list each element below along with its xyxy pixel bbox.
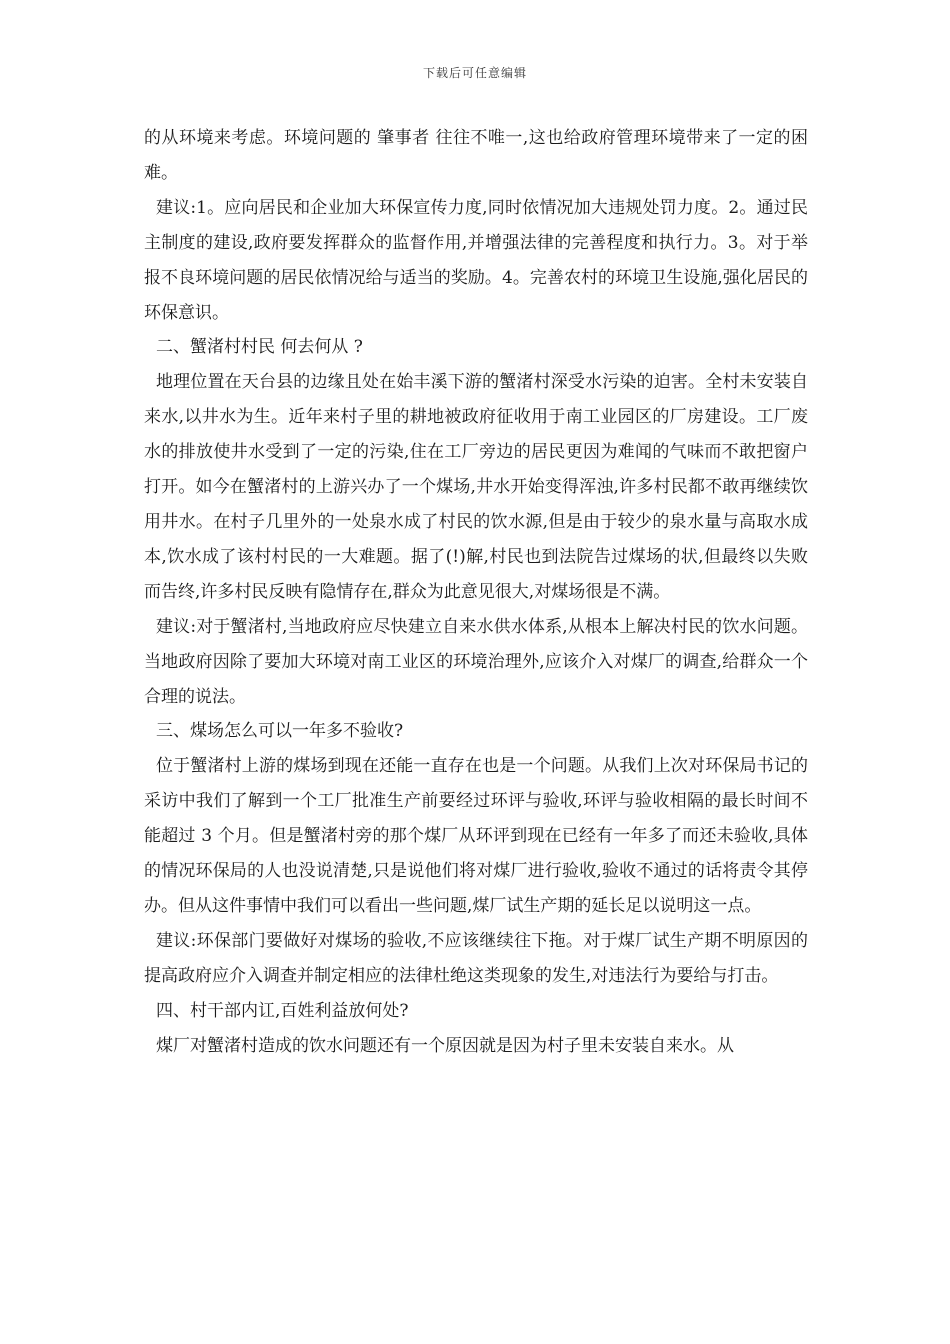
section-heading-4: 四、村干部内讧,百姓利益放何处? (156, 1000, 409, 1021)
section-heading-2: 二、蟹渚村村民 何去何从 ? (156, 337, 363, 358)
section-heading-3: 三、煤场怎么可以一年多不验收? (156, 721, 404, 742)
paragraph-village-cadres: 煤厂对蟹渚村造成的饮水问题还有一个原因就是因为村子里未安装自来水。从 (156, 1035, 734, 1056)
paragraph-suggestion-2: 建议:对于蟹渚村,当地政府应尽快建立自来水供水体系,从根本上解决村民的饮水问题。当地政府因除了要加大环境对南工业区的环境治理外,应该介入对煤厂的调查,给群众一个合理的说法。 (144, 616, 808, 707)
paragraph-suggestion-3: 建议:环保部门要做好对煤场的验收,不应该继续往下拖。对于煤厂试生产期不明原因的提高政府应介入调查并制定相应的法律杜绝这类现象的发生,对违法行为要给与打击。 (144, 930, 808, 986)
paragraph-env-continuation: 的从环境来考虑。环境问题的 肇事者 往往不唯一,这也给政府管理环境带来了一定的困难。 (144, 128, 808, 183)
paragraph-suggestion-1: 建议:1。应向居民和企业加大环保宣传力度,同时依情况加大违规处罚力度。2。通过民主制度的建设,政府要发挥群众的监督作用,并增强法律的完善程度和执行力。3。对于举报不良环境问题的居民依情况给与适当的奖励。4。完善农村的环境卫生设施,强化居民的环保意识。 (144, 197, 808, 323)
page-header: 下载后可任意编辑 (422, 66, 527, 80)
paragraph-xiezhu-village: 地理位置在天台县的边缘且处在始丰溪下游的蟹渚村深受水污染的迫害。全村未安装自来水,以井水为生。近年来村子里的耕地被政府征收用于南工业园区的厂房建设。工厂废水的排放使井水受到了一定的污染,住在工厂旁边的居民更因为难闻的气味而不敢把窗户打开。如今在蟹渚村的上游兴办了一个煤场,井水开始变得浑浊,许多村民都不敢再继续饮用井水。在村子几里外的一处泉水成了村民的饮水源,但是由于较少的泉水量与高取水成本,饮水成了该村村民的一大难题。据了(!)解,村民也到法院告过煤场的状,但最终以失败而告终,许多村民反映有隐情存在,群众为此意见很大,对煤场很是不满。 (144, 372, 808, 602)
paragraph-coal-yard: 位于蟹渚村上游的煤场到现在还能一直存在也是一个问题。从我们上次对环保局书记的采访中我们了解到一个工厂批准生产前要经过环评与验收,环评与验收相隔的最长时间不能超过 3 个月。但是蟹渚村旁的那个煤厂从环评到现在已经有一年多了而还未验收,具体的情况环保局的人也没说清楚,只是说他们将对煤厂进行验收,验收不通过的话将责令其停办。但从这件事情中我们可以看出一些问题,煤厂试生产期的延长足以说明这一点。 (144, 756, 808, 916)
document-body (144, 121, 808, 1063)
